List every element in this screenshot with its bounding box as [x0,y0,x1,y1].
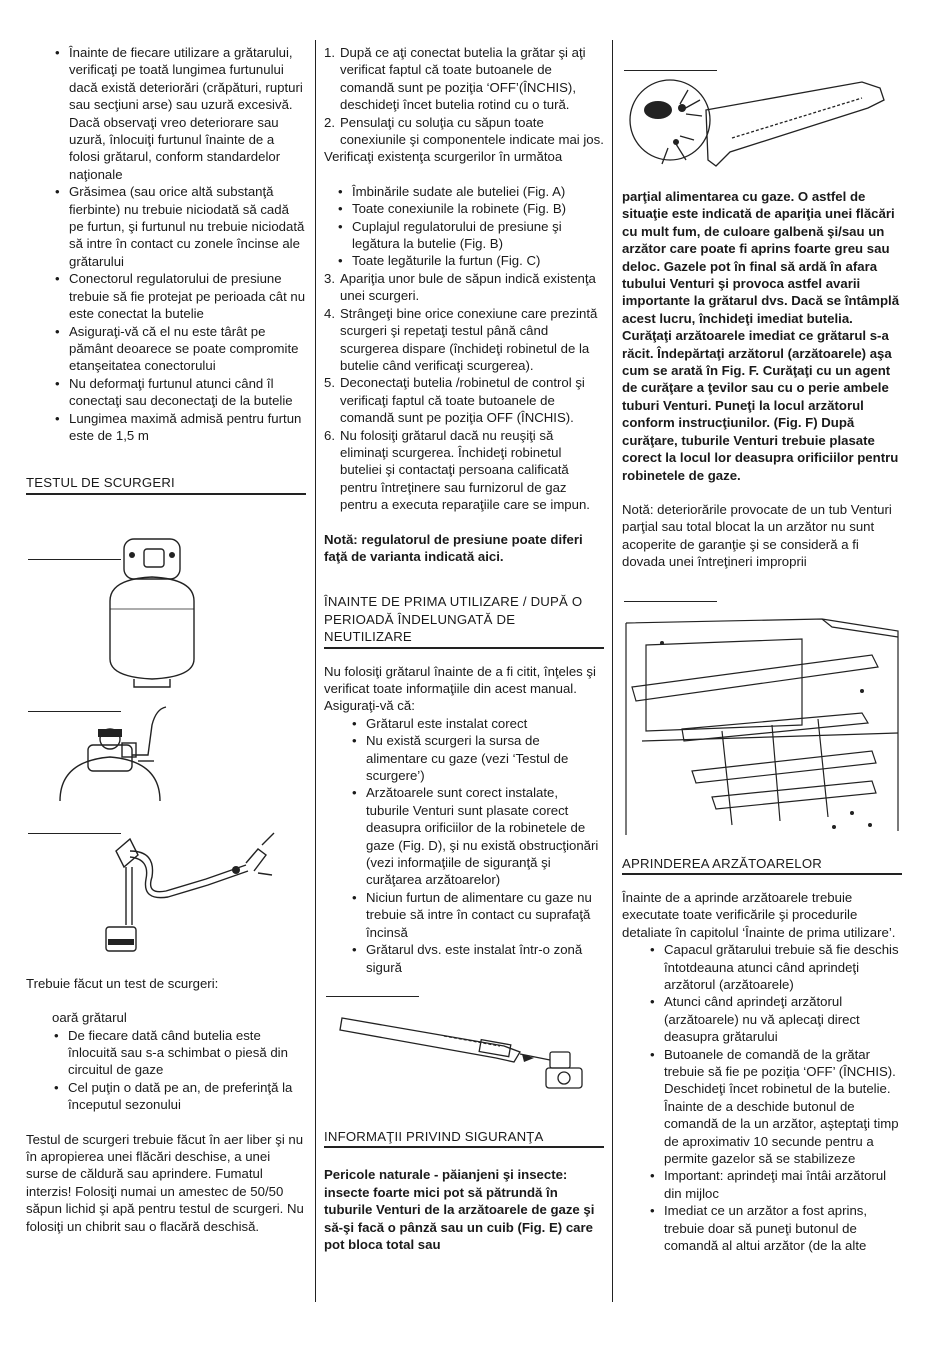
leak-intro: Trebuie făcut un test de scurgeri: [26,975,219,991]
figure-f-burners [622,601,902,841]
list-item: 5. Deconectaţi butelia /robinetul de control şi verificaţi faptul că toate butoanele de comandă sunt pe poziţia OFF (ÎNCHIS). [324,375,585,426]
hose-bullets [26,44,306,444]
figure-d-venturi [324,996,604,1116]
section-heading: TESTUL DE SCURGERI [26,474,306,494]
leak-paragraph: Testul de scurgeri trebuie făcut în aer liber şi nu în apropierea unei flăcări deschise, a unei surse de căldură sau aprindere. Fumatul interzis! Folosiţi numai un amestec de 50/50 săpun lichid şi apă pentru testul de scurgeri. Nu folosiţi un chibrit sau o flacără deschisă. [26,1131,304,1234]
safety-paragraph: Pericole naturale - păianjeni şi insecte: insecte foarte mici pot să pătrundă în tuburile Venturi de la arzătoarele de gaze şi să-şi facă o pânză sau un cuib (Fig. E) care pot bloca total sau [324,1167,595,1252]
list-item: 6. Nu folosiţi grătarul dacă nu reuşiţi să eliminaţi scurgerea. Închideţi robinetul buteliei şi contactaţi persoana calificată pentru întreţinere sau furnizorul de gaz pentru a executa reparaţiile care se impun. [324,427,590,513]
leak-bullets [26,1027,306,1114]
list-item: 2. Pensulaţi cu soluţia cu săpun toate conexiunile şi componentele indicate mai jos. [324,114,604,148]
list-item: • Nu deformaţi furtunul atunci când îl conectaţi sau deconectaţi de la butelie [53,375,306,410]
list-item: 1. După ce aţi conectat butelia la grătar şi aţi verificat faptul că toate butoanele de comandă sunt pe poziţia ‘OFF’(ÎNCHIS), deschideţi încet butelia rotind cu o tură. [324,45,586,113]
regulator-note: Notă: regulatorul de presiune poate diferi faţă de varianta indicată aici. [324,531,583,564]
list-item: • Înainte de fiecare utilizare a grătarului, verificaţi pe toată lungimea furtunului dacă există deteriorări (crăpături, rupturi sau secţiuni arse) sau uzură excesivă. Dacă observaţi vreo deteriorare sau uzură, înlocuiţi furtunul înainte de a folosi grătarul, conform standardelor naţionale [53,44,306,183]
lighting-bullets [622,941,902,1254]
list-item: • Arzătoarele sunt corect instalate, tuburile Venturi sunt plasate corect deasupra orificiilor de la robinetele de gaze (Fig. D), şi nu există obstrucţionări (vezi informaţiile de siguranţă şi curăţarea arzătoarelor) [350,784,604,888]
list-item: • Grătarul dvs. este instalat într-o zonă sigură [350,941,604,976]
figure-e-insects [622,70,902,190]
column-2 [324,44,604,1253]
column-divider [612,40,613,1302]
list-item: • Atunci când aprindeţi arzătorul (arzătoarele) nu vă aplecaţi direct deasupra grătarului [648,993,902,1045]
list-item: • Nu există scurgeri la sursa de alimentare cu gaze (vezi ‘Testul de scurgere’) [350,732,604,784]
list-item: • Lungimea maximă admisă pentru furtun este de 1,5 m [53,410,306,445]
check-bullets [324,183,604,270]
figure-b-valve [26,705,306,805]
list-item: • Toate legăturile la furtun (Fig. C) [336,252,604,269]
first-use-bullets [324,715,604,976]
leak-fragment: oară grătarul [52,1010,127,1026]
list-item: • Toate conexiunile la robinete (Fig. B) [336,200,604,217]
steps-list-b [324,270,604,514]
list-item: • Cel puţin o dată pe an, de preferinţă la începutul sezonului [52,1079,306,1114]
section-heading: APRINDEREA ARZĂTOARELOR [622,855,902,875]
figure-a-gas-cylinder [26,509,306,709]
list-item: • Butoanele de comandă de la grătar trebuie să fie pe poziţia ‘OFF’ (ÎNCHIS). Deschideţi încet robinetul de la butelie. Înainte de a deschide butonul de comandă de la un arzător, aşteptaţi timp de aproximativ 10 secunde pentru a permite gazelor să se stabilizeze [648,1046,902,1168]
list-item: • Capacul grătarului trebuie să fie deschis întotdeauna atunci când aprindeţi arzătorul (arzătoarele) [648,941,902,993]
list-item: • Grăsimea (sau orice altă substanţă fierbinte) nu trebuie niciodată să cadă pe furtun, şi furtunul nu trebuie niciodată să intre în contact cu zonele încinse ale grătarului [53,183,306,270]
list-item: 4. Strângeţi bine orice conexiune care prezintă scurgeri şi repetaţi testul până când scurgerea dispare (închideţi robinetul de la butelie când verificaţi scurgerea). [324,305,598,373]
venturi-warning: parţial alimentarea cu gaze. O astfel de situaţie este indicată de apariţia unei flăcări cu mult fum, de culoare galbenă şi/sau un arzător care poate fi aprins foarte greu sau deloc. Gazele pot în final să ardă în afara tubului Venturi şi provoca astfel avarii importante la grătarul dvs. Dacă se întâmplă acest lucru, închideţi imediat butelia. Curăţaţi arzătoarele imediat ce grătarul s-a răcit. Îndepărtaţi arzătorul (arzătoarele) aşa cum se arată în Fig. F. Curăţaţi cu un agent de curăţare a ţevilor sau cu o perie ambele tuburi Venturi. Puneţi la locul arzătorul conform instrucţiunilor. (Fig. F) După curăţare, tuburile Venturi trebuie plasate corect la locul lor deasupra orificiilor pentru robinetele de gaze. [622,189,900,483]
column-1 [26,44,306,1235]
list-item: • Important: aprindeţi mai întâi arzătorul din mijloc [648,1167,902,1202]
venturi-note: Notă: deteriorările provocate de un tub Venturi parţial sau total blocat la un arzător nu sunt acoperite de garanţie şi se consideră a fi dovada unei întreţineri improprii [622,501,892,570]
verify-line: Verificaţi existenţa scurgerilor în următoa [324,149,563,165]
column-divider [315,40,316,1302]
list-item: • Conectorul regulatorului de presiune trebuie să fie protejat pe perioada cât nu este conectat la butelie [53,270,306,322]
first-use-intro: Nu folosiţi grătarul înainte de a fi citit, înţeles şi verificat toate informaţiile din acest manual. Asiguraţi-vă că: [324,663,596,714]
section-heading: ÎNAINTE DE PRIMA UTILIZARE / DUPĂ O PERIOADĂ ÎNDELUNGATĂ DE NEUTILIZARE [324,593,604,648]
list-item: • Cuplajul regulatorului de presiune şi legătura la butelie (Fig. B) [336,218,604,253]
list-item: • Grătarul este instalat corect [350,715,604,732]
section-heading: INFORMAŢII PRIVIND SIGURANŢA [324,1128,604,1148]
list-item: • Imediat ce un arzător a fost aprins, trebuie doar să puneţi butonul de comandă al altui arzător (de la alte [648,1202,902,1254]
steps-list-a [324,44,604,148]
list-item: • De fiecare dată când butelia este înlocuită sau s-a schimbat o piesă din circuitul de gaze [52,1027,306,1079]
lighting-intro: Înainte de a aprinde arzătoarele trebuie executate toate verificările şi procedurile detaliate în capitolul ‘Înainte de prima utilizare’. [622,889,896,940]
figure-c-hose [26,815,306,963]
list-item: 3. Apariţia unor bule de săpun indică existenţa unei scurgeri. [324,270,596,304]
list-item: • Asiguraţi-vă că el nu este târât pe pământ deoarece se poate compromite etanşeitatea conectorului [53,323,306,375]
column-3 [622,70,902,1254]
list-item: • Îmbinările sudate ale buteliei (Fig. A) [336,183,604,200]
list-item: • Niciun furtun de alimentare cu gaze nu trebuie să intre în contact cu suprafaţă încinsă [350,889,604,941]
